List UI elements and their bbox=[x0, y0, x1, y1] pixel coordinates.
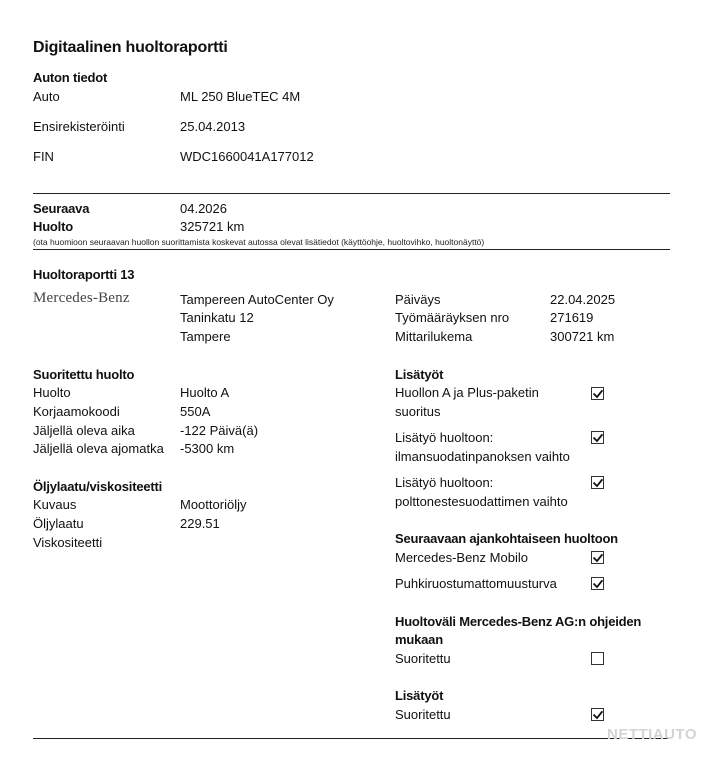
additional-work-1-checkbox[interactable] bbox=[591, 387, 604, 400]
rust-warranty-label: Puhkiruostumattomuusturva bbox=[395, 576, 557, 591]
mercedes-benz-logo: Mercedes-Benz bbox=[33, 290, 130, 306]
additional-work-2-line2: ilmansuodatinpanoksen vaihto bbox=[395, 449, 570, 464]
next-current-service-heading: Seuraavaan ajankohtaiseen huoltoon bbox=[395, 531, 618, 546]
additional-work-2-heading: Lisätyöt bbox=[395, 688, 444, 703]
additional-work-2-checkbox[interactable] bbox=[591, 431, 604, 444]
remaining-distance-value: -5300 km bbox=[180, 441, 235, 456]
performed-service-heading: Suoritettu huolto bbox=[33, 367, 135, 382]
workshop-code-label: Korjaamokoodi bbox=[33, 404, 120, 419]
first-registration-label: Ensirekisteröinti bbox=[33, 119, 125, 134]
checkmark-icon bbox=[593, 553, 603, 563]
checkmark-icon bbox=[593, 710, 603, 720]
fin-value: WDC1660041A177012 bbox=[180, 149, 314, 164]
oil-quality-label: Öljylaatu bbox=[33, 516, 84, 531]
checkmark-icon bbox=[593, 478, 603, 488]
viscosity-label: Viskositeetti bbox=[33, 535, 103, 550]
oil-description-value: Moottoriöljy bbox=[180, 497, 247, 512]
oil-description-label: Kuvaus bbox=[33, 497, 77, 512]
vehicle-info-heading: Auton tiedot bbox=[33, 70, 108, 85]
additional-work-3-line1: Lisätyö huoltoon: bbox=[395, 475, 494, 490]
interval-done-checkbox[interactable] bbox=[591, 652, 604, 665]
additional-work-3-checkbox[interactable] bbox=[591, 476, 604, 489]
divider-middle bbox=[33, 249, 670, 250]
first-registration-value: 25.04.2013 bbox=[180, 119, 246, 134]
remaining-time-value: -122 Päivä(ä) bbox=[180, 423, 259, 438]
next-service-label-2: Huolto bbox=[33, 219, 73, 234]
next-service-date: 04.2026 bbox=[180, 201, 227, 216]
interval-heading-line2: mukaan bbox=[395, 632, 443, 647]
interval-heading-line1: Huoltoväli Mercedes-Benz AG:n ohjeiden bbox=[395, 614, 642, 629]
mobilo-checkbox[interactable] bbox=[591, 551, 604, 564]
odometer-value: 300721 km bbox=[550, 329, 615, 344]
dealer-city: Tampere bbox=[180, 329, 231, 344]
interval-done-label: Suoritettu bbox=[395, 651, 451, 666]
checkmark-icon bbox=[593, 389, 603, 399]
additional-work-1-line2: suoritus bbox=[395, 404, 441, 419]
additional-work-1-line1: Huollon A ja Plus-paketin bbox=[395, 385, 539, 400]
fin-label: FIN bbox=[33, 149, 54, 164]
page-title: Digitaalinen huoltoraportti bbox=[33, 39, 228, 56]
checkmark-icon bbox=[593, 433, 603, 443]
next-service-mileage: 325721 km bbox=[180, 219, 245, 234]
vehicle-model-value: ML 250 BlueTEC 4M bbox=[180, 89, 301, 104]
workshop-code-value: 550A bbox=[180, 404, 211, 419]
service-type-label: Huolto bbox=[33, 385, 71, 400]
date-label: Päiväys bbox=[395, 292, 441, 307]
date-value: 22.04.2025 bbox=[550, 292, 616, 307]
dealer-name: Tampereen AutoCenter Oy bbox=[180, 292, 334, 307]
work-order-value: 271619 bbox=[550, 310, 594, 325]
additional-work-heading: Lisätyöt bbox=[395, 367, 444, 382]
checkmark-icon bbox=[593, 579, 603, 589]
report-heading: Huoltoraportti 13 bbox=[33, 267, 135, 282]
divider-top bbox=[33, 193, 670, 194]
oil-quality-value: 229.51 bbox=[180, 516, 220, 531]
additional-work-2-line1: Lisätyö huoltoon: bbox=[395, 430, 494, 445]
odometer-label: Mittarilukema bbox=[395, 329, 473, 344]
work-order-label: Työmääräyksen nro bbox=[395, 310, 510, 325]
dealer-street: Taninkatu 12 bbox=[180, 310, 254, 325]
additional-work-2-done-label: Suoritettu bbox=[395, 707, 451, 722]
remaining-distance-label: Jäljellä oleva ajomatka bbox=[33, 441, 164, 456]
vehicle-model-label: Auto bbox=[33, 89, 60, 104]
watermark: NETTIAUTO bbox=[607, 726, 698, 743]
next-service-note: (ota huomioon seuraavan huollon suorittamista koskevat autossa olevat lisätiedot (käyttöohje, huoltovihko, huoltonäyttö) bbox=[33, 237, 485, 247]
rust-warranty-checkbox[interactable] bbox=[591, 577, 604, 590]
next-service-label-1: Seuraava bbox=[33, 201, 90, 216]
additional-work-3-line2: polttonestesuodattimen vaihto bbox=[395, 494, 568, 509]
remaining-time-label: Jäljellä oleva aika bbox=[33, 423, 135, 438]
mobilo-label: Mercedes-Benz Mobilo bbox=[395, 550, 528, 565]
service-type-value: Huolto A bbox=[180, 385, 230, 400]
divider-bottom bbox=[33, 738, 670, 739]
oil-heading: Öljylaatu/viskositeetti bbox=[33, 479, 163, 494]
additional-work-2-done-checkbox[interactable] bbox=[591, 708, 604, 721]
